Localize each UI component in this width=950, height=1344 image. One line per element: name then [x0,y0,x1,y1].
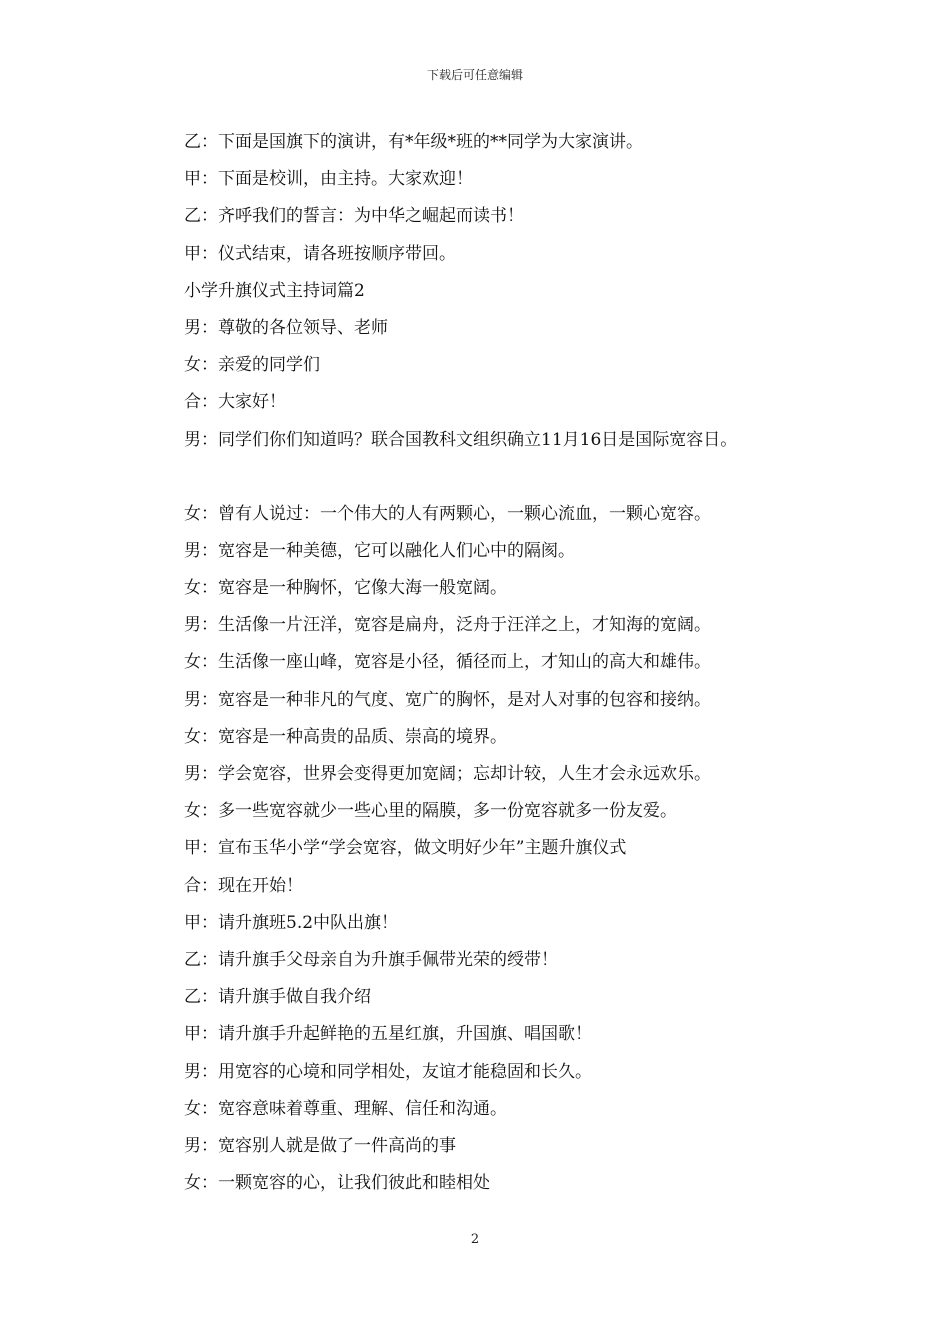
text-line: 男：宽容是一种美德，它可以融化人们心中的隔阂。 [184,540,575,561]
text-line: 男：尊敬的各位领导、老师 [184,317,388,338]
text-line: 乙：请升旗手父母亲自为升旗手佩带光荣的绶带！ [184,949,558,970]
text-line: 男：学会宽容，世界会变得更加宽阔；忘却计较，人生才会永远欢乐。 [184,764,711,784]
text-line: 合：大家好！ [184,392,286,413]
text-line: 乙：齐呼我们的誓言：为中华之崛起而读书！ [184,206,524,227]
document-body [184,124,884,1202]
text-line: 男：宽容别人就是做了一件高尚的事 [184,1135,456,1156]
text-line: 女：一颗宽容的心，让我们彼此和睦相处 [184,1173,490,1194]
page-number: 2 [470,1232,480,1247]
text-line: 乙：请升旗手做自我介绍 [184,987,371,1008]
text-line: 女：亲爱的同学们 [184,355,320,376]
text-line: 女：生活像一座山峰，宽容是小径，循径而上，才知山的高大和雄伟。 [184,652,711,673]
text-line: 合：现在开始！ [184,875,303,896]
text-line: 男：宽容是一种非凡的气度、宽广的胸怀，是对人对事的包容和接纳。 [184,689,711,710]
text-line: 女：多一些宽容就少一些心里的隔膜，多一份宽容就多一份友爱。 [184,801,677,822]
text-line: 女：宽容意味着尊重、理解、信任和沟通。 [184,1098,507,1119]
section-heading: 小学升旗仪式主持词篇2 [184,280,365,301]
text-line: 女：曾有人说过：一个伟大的人有两颗心，一颗心流血，一颗心宽容。 [184,503,711,524]
text-line: 乙：下面是国旗下的演讲，有*年级*班的**同学为大家演讲。 [184,132,643,152]
text-line: 男：生活像一片汪洋，宽容是扁舟，泛舟于汪洋之上，才知海的宽阔。 [184,615,711,636]
text-line: 女：宽容是一种高贵的品质、崇高的境界。 [184,726,507,747]
text-line: 男：用宽容的心境和同学相处，友谊才能稳固和长久。 [184,1061,592,1082]
text-line: 甲：请升旗手升起鲜艳的五星红旗，升国旗、唱国歌！ [184,1024,592,1045]
text-line: 甲：请升旗班5.2中队出旗！ [184,912,399,933]
text-line: 甲：仪式结束，请各班按顺序带回。 [184,243,456,264]
text-line: 甲：宣布玉华小学“学会宽容，做文明好少年”主题升旗仪式 [184,838,627,859]
text-line: 甲：下面是校训，由主持。大家欢迎！ [184,169,473,190]
text-line: 女：宽容是一种胸怀，它像大海一般宽阔。 [184,578,507,599]
page-header: 下载后可任意编辑 [426,68,523,82]
text-line: 男：同学们你们知道吗？联合国教科文组织确立11月16日是国际宽容日。 [184,429,738,450]
